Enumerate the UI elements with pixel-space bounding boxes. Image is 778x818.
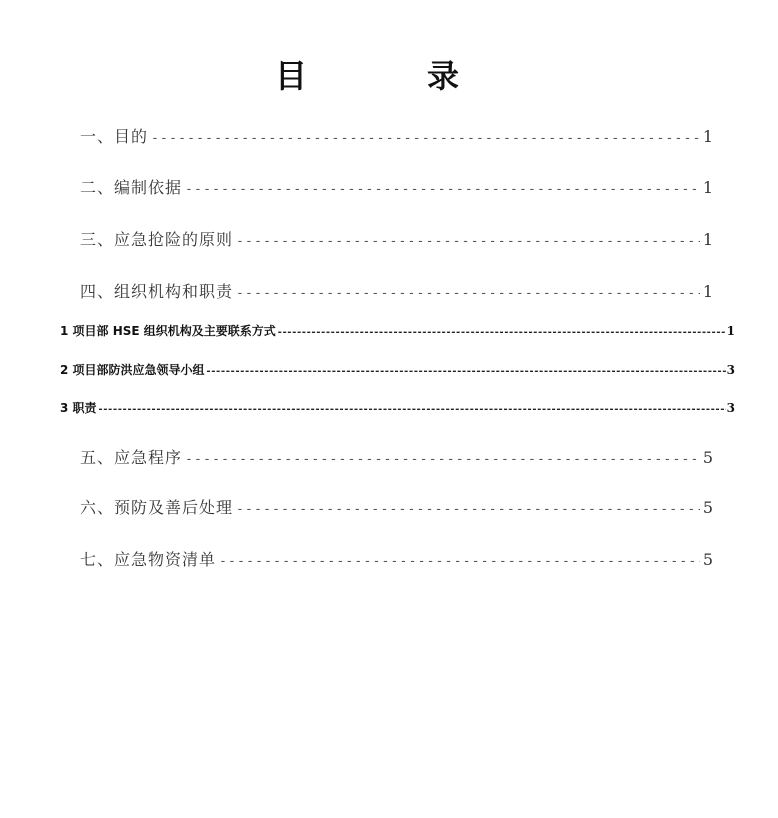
toc-leader-dots (236, 283, 700, 305)
toc-page-number: 5 (702, 550, 713, 569)
toc-subentry-label: 2 项目部防洪应急领导小组 (60, 363, 205, 377)
toc-subentry[interactable] (60, 323, 735, 341)
toc-subentry-label: 3 职责 (60, 401, 97, 415)
toc-page-number: 3 (726, 363, 735, 377)
toc-page-number: 3 (726, 401, 735, 415)
toc-subentry[interactable] (60, 400, 735, 418)
toc-entry[interactable] (80, 177, 713, 201)
toc-leader-dots (219, 551, 700, 573)
toc-page-number: 1 (726, 324, 735, 338)
toc-entry[interactable] (80, 281, 713, 305)
toc-leader-dots (185, 449, 700, 471)
toc-leader-dots (98, 402, 726, 418)
toc-entry[interactable] (80, 229, 713, 253)
toc-entry-label: 六、预防及善后处理 (80, 498, 234, 517)
page-title: 目 录 (274, 57, 503, 95)
toc-subentry-label: 1 项目部 HSE 组织机构及主要联系方式 (60, 324, 276, 338)
toc-entry[interactable] (80, 497, 713, 521)
toc-page-number: 5 (702, 498, 713, 517)
toc-page-number: 1 (702, 282, 713, 301)
toc-page-number: 1 (702, 230, 713, 249)
toc-subentry[interactable] (60, 362, 735, 380)
toc-entry[interactable] (80, 549, 713, 573)
toc-leader-dots (185, 179, 700, 201)
toc-leader-dots (151, 128, 700, 150)
toc-page-number: 1 (702, 127, 713, 146)
toc-leader-dots (206, 364, 726, 380)
toc-entry-label: 七、应急物资清单 (80, 550, 217, 569)
toc-entry-label: 五、应急程序 (80, 448, 183, 467)
toc-page-number: 1 (702, 178, 713, 197)
toc-entry[interactable] (80, 126, 713, 150)
toc-entry-label: 四、组织机构和职责 (80, 282, 234, 301)
toc-leader-dots (236, 231, 700, 253)
toc-page-number: 5 (702, 448, 713, 467)
toc-leader-dots (236, 499, 700, 521)
toc-leader-dots (277, 325, 726, 341)
toc-entry-label: 二、编制依据 (80, 178, 183, 197)
toc-entry-label: 三、应急抢险的原则 (80, 230, 234, 249)
toc-entry[interactable] (80, 447, 713, 471)
toc-entry-label: 一、目的 (80, 127, 149, 146)
